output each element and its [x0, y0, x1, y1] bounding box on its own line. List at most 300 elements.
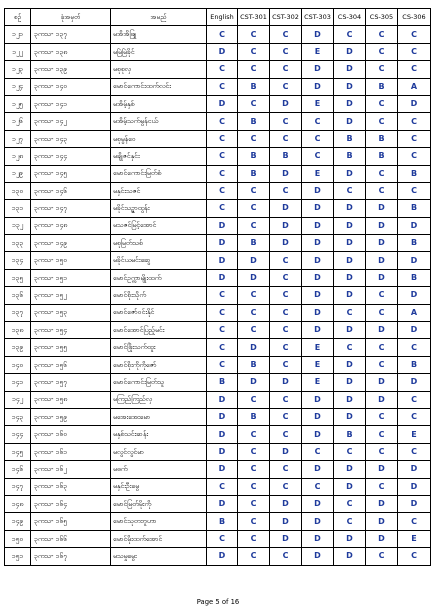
grade-cell: D [334, 322, 366, 339]
grade-cell: D [302, 61, 334, 78]
grade-cell: D [334, 165, 366, 182]
grade-cell: B [398, 356, 431, 373]
grade-cell: C [207, 148, 238, 165]
grade-cell: C [398, 43, 431, 60]
grade-cell: D [366, 200, 398, 217]
grade-cell: C [207, 304, 238, 321]
grade-cell: C [238, 495, 270, 512]
student-name-cell: မအိအိဖြူ [111, 26, 207, 43]
grade-cell: C [270, 356, 302, 373]
student-name-cell: မောင်ကောင်းမြတ်သူ [111, 374, 207, 391]
grade-cell: D [302, 287, 334, 304]
serial-cell: ၁၅၀ [5, 530, 31, 547]
grade-cell: B [334, 130, 366, 147]
roll-number-cell: ၃ကသ- ၁၆၃ [31, 478, 111, 495]
grade-cell: C [238, 426, 270, 443]
grade-cell: D [334, 530, 366, 547]
student-name-cell: မောင်ဇော်ဝင်းနိုင် [111, 304, 207, 321]
roll-number-cell: ၃ကသ- ၁၄၄ [31, 148, 111, 165]
table-row [5, 61, 431, 78]
student-name-cell: မောင်မြတ်မိုးကို [111, 495, 207, 512]
serial-cell: ၁၂၁ [5, 26, 31, 43]
grade-cell: E [398, 426, 431, 443]
col-header-cst301: CST-301 [238, 9, 270, 26]
table-row [5, 78, 431, 95]
grade-cell: C [238, 391, 270, 408]
grade-cell: D [398, 495, 431, 512]
grade-cell: C [398, 182, 431, 199]
grade-cell: C [238, 200, 270, 217]
grade-cell: D [302, 304, 334, 321]
roll-number-cell: ၃ကသ- ၁၄၀ [31, 78, 111, 95]
student-name-cell: မအေးအေးမော [111, 408, 207, 425]
grade-cell: D [366, 391, 398, 408]
table-row [5, 113, 431, 130]
grade-cell: C [366, 287, 398, 304]
grade-cell: C [270, 61, 302, 78]
grade-cell: C [270, 78, 302, 95]
grade-cell: C [238, 530, 270, 547]
grade-cell: D [398, 252, 431, 269]
grade-cell: D [302, 235, 334, 252]
grade-cell: C [366, 165, 398, 182]
grade-cell: D [366, 461, 398, 478]
student-name-cell: မခိုင်သဉ္ဇာထွန်း [111, 200, 207, 217]
roll-number-cell: ၃ကသ- ၁၅၂ [31, 287, 111, 304]
results-table [4, 8, 431, 566]
grade-cell: D [302, 322, 334, 339]
serial-cell: ၁၃၆ [5, 287, 31, 304]
roll-number-cell: ၃ကသ- ၁၅၅ [31, 339, 111, 356]
grade-cell: C [398, 113, 431, 130]
grade-cell: D [334, 374, 366, 391]
grade-cell: D [366, 530, 398, 547]
grade-cell: D [334, 95, 366, 112]
serial-cell: ၁၃၈ [5, 322, 31, 339]
grade-cell: C [238, 478, 270, 495]
grade-cell: D [270, 165, 302, 182]
roll-number-cell: ၃ကသ- ၁၄၆ [31, 182, 111, 199]
grade-cell: C [238, 182, 270, 199]
grade-cell: C [366, 443, 398, 460]
serial-cell: ၁၃၉ [5, 339, 31, 356]
grade-cell: C [334, 304, 366, 321]
grade-cell: D [398, 95, 431, 112]
student-name-cell: မောင်သုတဘူဟာ [111, 513, 207, 530]
roll-number-cell: ၃ကသ- ၁၆၇ [31, 548, 111, 565]
grade-cell: C [366, 95, 398, 112]
grade-cell: C [366, 61, 398, 78]
serial-cell: ၁၄၆ [5, 461, 31, 478]
table-row [5, 182, 431, 199]
grade-cell: D [207, 235, 238, 252]
grade-cell: C [238, 61, 270, 78]
grade-cell: C [366, 356, 398, 373]
col-header-cs306: CS-306 [398, 9, 431, 26]
roll-number-cell: ၃ကသ- ၁၅၁ [31, 269, 111, 286]
grade-cell: D [334, 235, 366, 252]
grade-cell: C [366, 426, 398, 443]
grade-cell: C [270, 130, 302, 147]
serial-cell: ၁၂၈ [5, 148, 31, 165]
table-row [5, 495, 431, 512]
serial-cell: ၁၄၅ [5, 443, 31, 460]
roll-number-cell: ၃ကသ- ၁၃၇ [31, 26, 111, 43]
student-name-cell: မနှစ်သင်းဆန်း [111, 426, 207, 443]
grade-cell: C [238, 461, 270, 478]
grade-cell: B [238, 113, 270, 130]
grade-cell: C [270, 339, 302, 356]
table-row [5, 95, 431, 112]
roll-number-cell: ၃ကသ- ၁၃၉ [31, 61, 111, 78]
roll-number-cell: ၃ကသ- ၁၅၈ [31, 391, 111, 408]
roll-number-cell: ၃ကသ- ၁၅၀ [31, 252, 111, 269]
student-name-cell: မောင်ကောင်းမြတ်စံ [111, 165, 207, 182]
grade-cell: B [334, 426, 366, 443]
grade-cell: D [398, 374, 431, 391]
grade-cell: D [302, 495, 334, 512]
grade-cell: C [334, 495, 366, 512]
grade-cell: C [334, 26, 366, 43]
student-name-cell: မခိုင်ယမင်းဆွေ [111, 252, 207, 269]
grade-cell: D [366, 513, 398, 530]
grade-cell: C [207, 165, 238, 182]
grade-cell: D [302, 391, 334, 408]
grade-cell: B [398, 235, 431, 252]
grade-cell: C [366, 43, 398, 60]
student-name-cell: မမြဲမြဲခိုင် [111, 43, 207, 60]
table-row [5, 235, 431, 252]
roll-number-cell: ၃ကသ- ၁၆၆ [31, 530, 111, 547]
grade-cell: D [207, 217, 238, 234]
grade-cell: A [398, 304, 431, 321]
grade-cell: D [270, 95, 302, 112]
roll-number-cell: ၃ကသ- ၁၄၅ [31, 165, 111, 182]
grade-cell: E [302, 165, 334, 182]
grade-cell: D [334, 391, 366, 408]
serial-cell: ၁၄၈ [5, 495, 31, 512]
table-row [5, 200, 431, 217]
header-row [5, 9, 431, 26]
student-name-cell: မစုမွန်ဝေ [111, 130, 207, 147]
student-name-cell: မအိမ့်နှစ် [111, 95, 207, 112]
grade-cell: C [270, 408, 302, 425]
grade-cell: C [366, 339, 398, 356]
grade-cell: C [366, 182, 398, 199]
grade-cell: C [207, 61, 238, 78]
grade-cell: D [270, 495, 302, 512]
grade-cell: D [366, 495, 398, 512]
grade-cell: D [302, 252, 334, 269]
grade-cell: C [207, 182, 238, 199]
grade-cell: C [238, 287, 270, 304]
student-name-cell: မသဇင်မြင့်အောင် [111, 217, 207, 234]
grade-cell: D [207, 443, 238, 460]
col-header-cs304: CS-304 [334, 9, 366, 26]
grade-cell: C [366, 26, 398, 43]
grade-cell: E [398, 530, 431, 547]
table-row [5, 408, 431, 425]
grade-cell: C [302, 130, 334, 147]
grade-cell: C [398, 443, 431, 460]
grade-cell: C [238, 217, 270, 234]
roll-number-cell: ၃ကသ- ၁၄၁ [31, 95, 111, 112]
grade-cell: C [270, 304, 302, 321]
grade-cell: C [302, 478, 334, 495]
student-name-cell: မလွင်လွင်မာ [111, 443, 207, 460]
grade-cell: C [207, 356, 238, 373]
grade-cell: E [302, 374, 334, 391]
grade-cell: D [334, 287, 366, 304]
grade-cell: D [302, 78, 334, 95]
grade-cell: D [302, 408, 334, 425]
grade-cell: C [398, 61, 431, 78]
table-row [5, 513, 431, 530]
grade-cell: D [207, 495, 238, 512]
grade-cell: C [238, 513, 270, 530]
col-header-cst302: CST-302 [270, 9, 302, 26]
table-row [5, 374, 431, 391]
roll-number-cell: ၃ကသ- ၁၅၇ [31, 374, 111, 391]
student-name-cell: မစုမြတ်သစ် [111, 235, 207, 252]
grade-cell: C [398, 130, 431, 147]
roll-number-cell: ၃ကသ- ၁၅၉ [31, 408, 111, 425]
grade-cell: C [207, 339, 238, 356]
table-row [5, 217, 431, 234]
grade-cell: D [302, 182, 334, 199]
page-footer: Page 5 of 16 [196, 598, 240, 606]
serial-cell: ၁၄၀ [5, 356, 31, 373]
grade-cell: D [302, 200, 334, 217]
serial-cell: ၁၂၂ [5, 43, 31, 60]
grade-cell: E [302, 95, 334, 112]
table-row [5, 478, 431, 495]
grade-cell: C [302, 113, 334, 130]
serial-cell: ၁၂၉ [5, 165, 31, 182]
serial-cell: ၁၂၆ [5, 113, 31, 130]
grade-cell: C [398, 26, 431, 43]
student-name-cell: မောင်စိုးကိုကိုဇော် [111, 356, 207, 373]
table-row [5, 426, 431, 443]
col-header-cs305: CS-305 [366, 9, 398, 26]
grade-cell: C [334, 513, 366, 530]
grade-cell: D [334, 478, 366, 495]
roll-number-cell: ၃ကသ- ၁၆၄ [31, 495, 111, 512]
grade-cell: C [270, 252, 302, 269]
student-name-cell: မအိမ့်သက်မွန်ငယ် [111, 113, 207, 130]
grade-cell: D [366, 322, 398, 339]
grade-cell: D [398, 322, 431, 339]
grade-cell: C [366, 548, 398, 565]
grade-cell: B [238, 78, 270, 95]
grade-cell: D [238, 252, 270, 269]
grade-cell: D [270, 374, 302, 391]
table-row [5, 443, 431, 460]
col-header-cst303: CST-303 [302, 9, 334, 26]
roll-number-cell: ၃ကသ- ၁၃၈ [31, 43, 111, 60]
serial-cell: ၁၄၉ [5, 513, 31, 530]
grade-cell: C [270, 182, 302, 199]
grade-cell: C [398, 408, 431, 425]
grade-cell: D [270, 235, 302, 252]
grade-cell: E [302, 43, 334, 60]
grade-cell: C [334, 443, 366, 460]
table-row [5, 391, 431, 408]
grade-cell: D [366, 235, 398, 252]
grade-cell: D [398, 461, 431, 478]
grade-cell: C [238, 548, 270, 565]
grade-cell: D [398, 217, 431, 234]
grade-cell: D [334, 43, 366, 60]
grade-cell: D [334, 461, 366, 478]
grade-cell: D [302, 461, 334, 478]
serial-cell: ၁၂၄ [5, 78, 31, 95]
student-name-cell: မစုစုလှ [111, 61, 207, 78]
student-name-cell: မနှင်းဦးမွေ [111, 478, 207, 495]
grade-cell: C [270, 269, 302, 286]
grade-cell: D [207, 95, 238, 112]
serial-cell: ၁၂၃ [5, 61, 31, 78]
grade-cell: B [366, 130, 398, 147]
roll-number-cell: ၃ကသ- ၁၄၉ [31, 235, 111, 252]
grade-cell: B [398, 200, 431, 217]
grade-cell: D [398, 478, 431, 495]
grade-cell: B [334, 148, 366, 165]
grade-cell: E [302, 339, 334, 356]
grade-cell: B [207, 513, 238, 530]
student-name-cell: မသမှုမွေး [111, 548, 207, 565]
student-name-cell: မဓက် [111, 461, 207, 478]
student-name-cell: မောင်အောင်ပြည့်မင်း [111, 322, 207, 339]
grade-cell: D [207, 426, 238, 443]
roll-number-cell: ၃ကသ- ၁၄၃ [31, 130, 111, 147]
roll-number-cell: ၃ကသ- ၁၅၆ [31, 356, 111, 373]
grade-cell: C [270, 461, 302, 478]
roll-number-cell: ၃ကသ- ၁၆၁ [31, 443, 111, 460]
table-row [5, 252, 431, 269]
grade-cell: D [207, 43, 238, 60]
grade-cell: C [238, 443, 270, 460]
student-name-cell: မကြည်ကြည်လှ [111, 391, 207, 408]
student-name-cell: မောင်ကောင်းထက်လင်း [111, 78, 207, 95]
grade-cell: B [366, 148, 398, 165]
grade-cell: D [366, 269, 398, 286]
grade-cell: D [302, 26, 334, 43]
grade-cell: C [302, 443, 334, 460]
grade-cell: D [334, 113, 366, 130]
grade-cell: D [334, 356, 366, 373]
grade-cell: C [238, 322, 270, 339]
grade-cell: C [270, 43, 302, 60]
grade-cell: C [207, 478, 238, 495]
serial-cell: ၁၃၀ [5, 182, 31, 199]
grade-cell: D [238, 339, 270, 356]
grade-cell: D [270, 217, 302, 234]
roll-number-cell: ၃ကသ- ၁၄၇ [31, 200, 111, 217]
grade-cell: B [238, 165, 270, 182]
grade-cell: C [270, 113, 302, 130]
grade-cell: D [302, 530, 334, 547]
grade-cell: C [366, 408, 398, 425]
grade-cell: C [302, 148, 334, 165]
grade-cell: D [207, 252, 238, 269]
grade-cell: C [270, 426, 302, 443]
grade-cell: D [238, 269, 270, 286]
grade-cell: D [270, 443, 302, 460]
grade-cell: B [207, 374, 238, 391]
grade-cell: B [398, 269, 431, 286]
roll-number-cell: ၃ကသ- ၁၄၈ [31, 217, 111, 234]
grade-cell: C [398, 148, 431, 165]
grade-cell: D [366, 252, 398, 269]
grade-cell: C [270, 26, 302, 43]
grade-cell: C [207, 26, 238, 43]
grade-cell: B [238, 408, 270, 425]
grade-cell: D [207, 461, 238, 478]
grade-cell: D [207, 408, 238, 425]
grade-cell: D [270, 513, 302, 530]
serial-cell: ၁၂၇ [5, 130, 31, 147]
table-row [5, 165, 431, 182]
grade-cell: C [398, 391, 431, 408]
table-row [5, 269, 431, 286]
grade-cell: A [398, 78, 431, 95]
serial-cell: ၁၄၂ [5, 391, 31, 408]
table-row [5, 148, 431, 165]
grade-cell: C [207, 322, 238, 339]
grade-cell: B [270, 148, 302, 165]
grade-cell: C [334, 339, 366, 356]
roll-number-cell: ၃ကသ- ၁၆၅ [31, 513, 111, 530]
grade-cell: C [366, 304, 398, 321]
grade-cell: D [302, 513, 334, 530]
roll-number-cell: ၃ကသ- ၁၅၃ [31, 304, 111, 321]
serial-cell: ၁၃၇ [5, 304, 31, 321]
table-row [5, 287, 431, 304]
grade-cell: D [334, 252, 366, 269]
grade-cell: D [302, 217, 334, 234]
grade-cell: B [238, 148, 270, 165]
grade-cell: D [334, 408, 366, 425]
grade-cell: D [207, 391, 238, 408]
table-row [5, 461, 431, 478]
grade-cell: D [366, 374, 398, 391]
grade-cell: B [366, 78, 398, 95]
serial-cell: ၁၄၄ [5, 426, 31, 443]
grade-cell: D [334, 548, 366, 565]
grade-cell: D [238, 374, 270, 391]
serial-cell: ၁၃၅ [5, 269, 31, 286]
serial-cell: ၁၃၃ [5, 235, 31, 252]
grade-cell: D [302, 548, 334, 565]
grade-cell: D [334, 78, 366, 95]
table-row [5, 322, 431, 339]
table-row [5, 356, 431, 373]
grade-cell: C [238, 304, 270, 321]
col-header-english: English [207, 9, 238, 26]
serial-cell: ၁၂၅ [5, 95, 31, 112]
grade-cell: C [270, 548, 302, 565]
grade-cell: D [334, 269, 366, 286]
serial-cell: ၁၄၁ [5, 374, 31, 391]
grade-cell: B [238, 356, 270, 373]
grade-cell: C [207, 530, 238, 547]
grade-cell: C [238, 130, 270, 147]
table-row [5, 43, 431, 60]
table-row [5, 339, 431, 356]
grade-cell: B [238, 235, 270, 252]
grade-cell: C [207, 78, 238, 95]
